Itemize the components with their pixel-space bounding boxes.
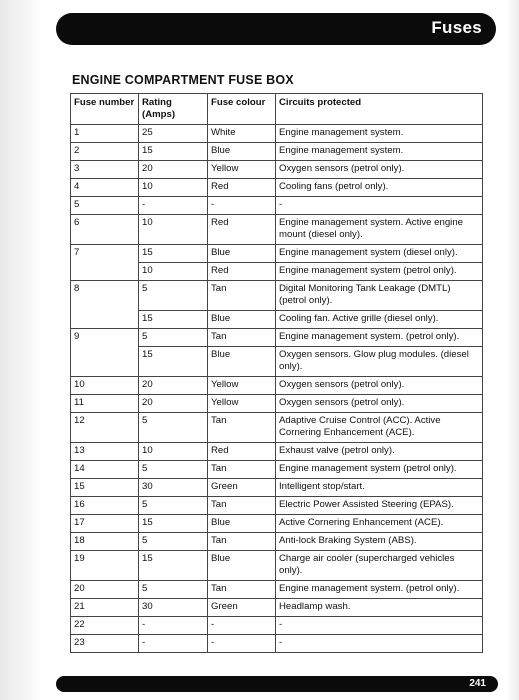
table-row bbox=[71, 635, 483, 653]
table-row bbox=[71, 461, 483, 479]
circuit-cell: Charge air cooler (supercharged vehicles only). bbox=[276, 551, 483, 581]
fuse-number-cell: 7 bbox=[71, 245, 139, 263]
circuit-cell: Oxygen sensors. Glow plug modules. (diesel only). bbox=[276, 347, 483, 377]
circuit-cell: Engine management system. Active engine mount (diesel only). bbox=[276, 215, 483, 245]
fuse-number-cell: 1 bbox=[71, 125, 139, 143]
fuse-colour-cell: - bbox=[208, 635, 276, 653]
fuse-colour-cell: Blue bbox=[208, 143, 276, 161]
fuse-number-cell bbox=[71, 311, 139, 329]
fuse-colour-cell: Blue bbox=[208, 551, 276, 581]
fuse-colour-cell: Blue bbox=[208, 245, 276, 263]
fuse-colour-cell: Blue bbox=[208, 515, 276, 533]
rating-cell: 10 bbox=[139, 263, 208, 281]
page-edge-shadow bbox=[507, 0, 519, 700]
fuse-number-cell: 20 bbox=[71, 581, 139, 599]
fuse-number-cell: 3 bbox=[71, 161, 139, 179]
rating-cell: 10 bbox=[139, 215, 208, 245]
table-row bbox=[71, 515, 483, 533]
fuse-number-cell: 11 bbox=[71, 395, 139, 413]
fuse-colour-cell: Tan bbox=[208, 533, 276, 551]
table-row bbox=[71, 281, 483, 311]
table-row bbox=[71, 533, 483, 551]
rating-cell: 15 bbox=[139, 143, 208, 161]
fuse-colour-cell: - bbox=[208, 197, 276, 215]
column-header-fuse-colour: Fuse colour bbox=[208, 94, 276, 125]
circuit-cell: Cooling fan. Active grille (diesel only). bbox=[276, 311, 483, 329]
rating-cell: 5 bbox=[139, 581, 208, 599]
circuit-cell: Oxygen sensors (petrol only). bbox=[276, 395, 483, 413]
table-row bbox=[71, 161, 483, 179]
fuse-number-cell: 15 bbox=[71, 479, 139, 497]
fuse-number-cell: 13 bbox=[71, 443, 139, 461]
fuse-colour-cell: Yellow bbox=[208, 161, 276, 179]
circuit-cell: Oxygen sensors (petrol only). bbox=[276, 377, 483, 395]
rating-cell: 15 bbox=[139, 245, 208, 263]
fuse-number-cell: 14 bbox=[71, 461, 139, 479]
circuit-cell: Engine management system (petrol only). bbox=[276, 263, 483, 281]
circuit-cell: Exhaust valve (petrol only). bbox=[276, 443, 483, 461]
section-title: ENGINE COMPARTMENT FUSE BOX bbox=[72, 73, 294, 87]
column-header-rating: Rating (Amps) bbox=[139, 94, 208, 125]
rating-cell: 25 bbox=[139, 125, 208, 143]
rating-cell: - bbox=[139, 617, 208, 635]
fuse-number-cell: 9 bbox=[71, 329, 139, 347]
circuit-cell: Intelligent stop/start. bbox=[276, 479, 483, 497]
footer-bar bbox=[56, 676, 498, 692]
fuse-colour-cell: Yellow bbox=[208, 395, 276, 413]
rating-cell: 15 bbox=[139, 551, 208, 581]
fuse-colour-cell: Tan bbox=[208, 581, 276, 599]
fuse-number-cell: 10 bbox=[71, 377, 139, 395]
fuse-number-cell: 8 bbox=[71, 281, 139, 311]
circuit-cell: Digital Monitoring Tank Leakage (DMTL) (petrol only). bbox=[276, 281, 483, 311]
fuse-colour-cell: Tan bbox=[208, 461, 276, 479]
circuit-cell: Oxygen sensors (petrol only). bbox=[276, 161, 483, 179]
rating-cell: 5 bbox=[139, 413, 208, 443]
fuse-colour-cell: White bbox=[208, 125, 276, 143]
column-header-fuse-number: Fuse number bbox=[71, 94, 139, 125]
rating-cell: 15 bbox=[139, 347, 208, 377]
circuit-cell: Cooling fans (petrol only). bbox=[276, 179, 483, 197]
table-row bbox=[71, 395, 483, 413]
fuse-number-cell: 2 bbox=[71, 143, 139, 161]
table-row bbox=[71, 551, 483, 581]
rating-cell: 5 bbox=[139, 281, 208, 311]
rating-cell: 10 bbox=[139, 443, 208, 461]
rating-cell: 30 bbox=[139, 479, 208, 497]
rating-cell: 15 bbox=[139, 311, 208, 329]
table-header-row bbox=[71, 94, 483, 125]
circuit-cell: Engine management system. bbox=[276, 143, 483, 161]
circuit-cell: - bbox=[276, 617, 483, 635]
fuse-number-cell: 22 bbox=[71, 617, 139, 635]
table-row bbox=[71, 347, 483, 377]
table-row bbox=[71, 497, 483, 515]
table-row bbox=[71, 143, 483, 161]
fuse-colour-cell: Red bbox=[208, 179, 276, 197]
table-row bbox=[71, 599, 483, 617]
rating-cell: - bbox=[139, 197, 208, 215]
circuit-cell: Anti-lock Braking System (ABS). bbox=[276, 533, 483, 551]
fuse-colour-cell: Tan bbox=[208, 281, 276, 311]
page-binding-shadow bbox=[0, 0, 40, 700]
table-row bbox=[71, 311, 483, 329]
circuit-cell: Active Cornering Enhancement (ACE). bbox=[276, 515, 483, 533]
fuse-table-body bbox=[71, 125, 483, 653]
table-row bbox=[71, 581, 483, 599]
fuse-colour-cell: Red bbox=[208, 215, 276, 245]
fuse-colour-cell: Blue bbox=[208, 347, 276, 377]
rating-cell: 30 bbox=[139, 599, 208, 617]
fuse-number-cell bbox=[71, 347, 139, 377]
circuit-cell: Engine management system (petrol only). bbox=[276, 461, 483, 479]
fuse-colour-cell: - bbox=[208, 617, 276, 635]
fuse-number-cell bbox=[71, 263, 139, 281]
circuit-cell: Headlamp wash. bbox=[276, 599, 483, 617]
rating-cell: 10 bbox=[139, 179, 208, 197]
column-header-circuits: Circuits protected bbox=[276, 94, 483, 125]
table-row bbox=[71, 179, 483, 197]
fuse-number-cell: 18 bbox=[71, 533, 139, 551]
table-row bbox=[71, 413, 483, 443]
table-row bbox=[71, 443, 483, 461]
table-row bbox=[71, 329, 483, 347]
rating-cell: 15 bbox=[139, 515, 208, 533]
table-row bbox=[71, 245, 483, 263]
fuse-colour-cell: Yellow bbox=[208, 377, 276, 395]
circuit-cell: Adaptive Cruise Control (ACC). Active Cornering Enhancement (ACE). bbox=[276, 413, 483, 443]
rating-cell: - bbox=[139, 635, 208, 653]
rating-cell: 20 bbox=[139, 161, 208, 179]
fuse-number-cell: 5 bbox=[71, 197, 139, 215]
circuit-cell: - bbox=[276, 197, 483, 215]
fuse-number-cell: 21 bbox=[71, 599, 139, 617]
rating-cell: 20 bbox=[139, 395, 208, 413]
table-row bbox=[71, 377, 483, 395]
rating-cell: 20 bbox=[139, 377, 208, 395]
fuse-colour-cell: Blue bbox=[208, 311, 276, 329]
rating-cell: 5 bbox=[139, 461, 208, 479]
circuit-cell: Engine management system (diesel only). bbox=[276, 245, 483, 263]
fuse-number-cell: 6 bbox=[71, 215, 139, 245]
fuse-colour-cell: Red bbox=[208, 443, 276, 461]
fuse-colour-cell: Tan bbox=[208, 497, 276, 515]
table-row bbox=[71, 617, 483, 635]
rating-cell: 5 bbox=[139, 329, 208, 347]
fuse-number-cell: 16 bbox=[71, 497, 139, 515]
circuit-cell: Electric Power Assisted Steering (EPAS). bbox=[276, 497, 483, 515]
table-row bbox=[71, 197, 483, 215]
page-number: 241 bbox=[469, 678, 486, 689]
header-bar bbox=[56, 13, 496, 45]
fuse-colour-cell: Red bbox=[208, 263, 276, 281]
fuse-table bbox=[70, 93, 483, 653]
fuse-colour-cell: Green bbox=[208, 479, 276, 497]
fuse-number-cell: 12 bbox=[71, 413, 139, 443]
fuse-number-cell: 17 bbox=[71, 515, 139, 533]
circuit-cell: Engine management system. (petrol only). bbox=[276, 329, 483, 347]
header-title: Fuses bbox=[431, 18, 482, 37]
fuse-number-cell: 4 bbox=[71, 179, 139, 197]
fuse-number-cell: 23 bbox=[71, 635, 139, 653]
fuse-colour-cell: Tan bbox=[208, 413, 276, 443]
fuse-number-cell: 19 bbox=[71, 551, 139, 581]
rating-cell: 5 bbox=[139, 497, 208, 515]
rating-cell: 5 bbox=[139, 533, 208, 551]
table-row bbox=[71, 263, 483, 281]
table-row bbox=[71, 215, 483, 245]
fuse-colour-cell: Green bbox=[208, 599, 276, 617]
circuit-cell: Engine management system. bbox=[276, 125, 483, 143]
table-row bbox=[71, 479, 483, 497]
fuse-colour-cell: Tan bbox=[208, 329, 276, 347]
circuit-cell: - bbox=[276, 635, 483, 653]
table-row bbox=[71, 125, 483, 143]
circuit-cell: Engine management system. (petrol only). bbox=[276, 581, 483, 599]
